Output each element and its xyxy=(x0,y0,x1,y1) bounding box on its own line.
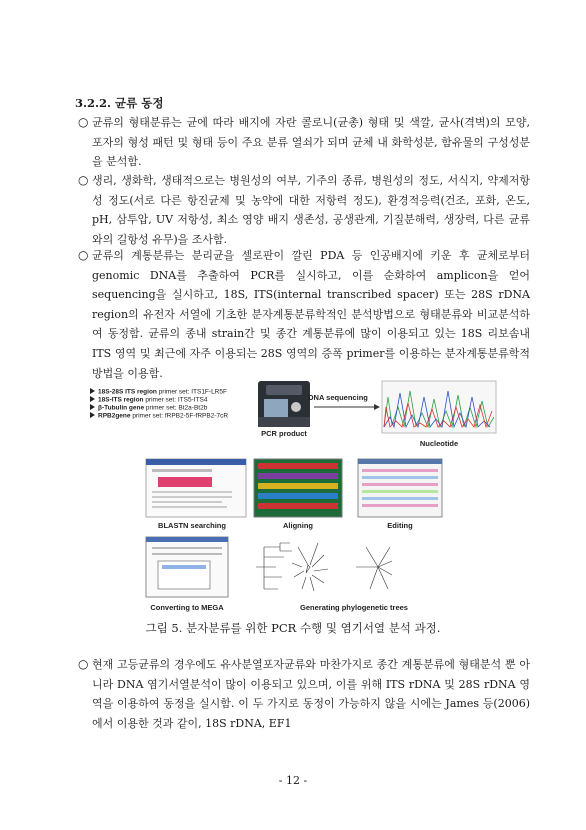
chromatogram-image xyxy=(382,381,496,433)
paragraph-text: 균류의 계통분류는 분리균을 셀로판이 깔린 PDA 등 인공배지에 키운 후 균체로부터 genomic DNA를 추출하여 PCR를 실시하고, 이를 순화하여 amplicon을 얻어 sequencing을 실시하고, 18S, ITS(internal transcribed spacer) 또는 28S rDNA region의 유전자 서열에 기초한 분자계통분류학적인 분석방법으로 형태분류와 비교분석하여 동정함. 균류의 종내 strain간 및 종간 계통분류에 많이 이용되고 있는 18S 리보솜내 ITS 영역 및 최근에 자주 이용되는 28S 영역의 증폭 primer를 이용하는 분자계통분류학적 방법을 이용함. xyxy=(92,249,530,380)
paragraph-4 xyxy=(78,655,530,733)
pcr-product-label: PCR product xyxy=(261,429,307,438)
primer-item xyxy=(90,412,228,420)
blastn-label: BLASTN searching xyxy=(158,521,226,530)
pcr-sequencing-figure xyxy=(88,377,498,615)
bullet-icon: ○ xyxy=(78,115,89,129)
svg-text:RPB2gene primer set: fRPB2-5F-: RPB2gene primer set: fRPB2-5F-fRPB2-7cR xyxy=(98,412,229,420)
paragraph-1 xyxy=(78,113,530,172)
editing-label: Editing xyxy=(387,521,413,530)
paragraph-2 xyxy=(78,171,530,249)
converting-label: Converting to MEGA xyxy=(150,603,224,612)
figure-caption: 그림 5. 분자분류를 위한 PCR 수행 및 염기서열 분석 과정. xyxy=(145,621,441,635)
editing-screenshot xyxy=(358,459,442,517)
primer-item xyxy=(90,396,208,404)
paragraph-text: 생리, 생화학, 생태적으로는 병원성의 여부, 기주의 종류, 병원성의 정도, 서식지, 약제저항성 정도(서로 다른 항진균제 및 농약에 대한 저항력 정도), 환경적응력(건조, 포화, 온도, pH, 삼투압, UV 저항성, 최소 영양 배지 생존성, 공생관계, 기질분해력, 생장력, 다른 균류와의 길항성 유무)을 조사함. xyxy=(92,174,530,246)
primer-item xyxy=(90,404,208,412)
bullet-icon: ○ xyxy=(78,657,89,671)
phylogenetic-tree-image xyxy=(256,543,392,591)
blastn-screenshot xyxy=(146,459,246,517)
svg-text:β-Tubulin gene primer set: Bt2: β-Tubulin gene primer set: Bt2a-Bt2b xyxy=(98,404,208,412)
primer-item xyxy=(90,388,227,396)
svg-text:18S-28S ITS region primer set:: 18S-28S ITS region primer set: ITS1F-LR5F xyxy=(98,388,227,396)
paragraph-text: 균류의 형태분류는 균에 따라 배지에 자란 콜로니(균총) 형태 및 색깔, 균사(격벽)의 모양, 포자의 형성 패턴 및 형태 등이 주요 분류 열쇠가 되며 균체 내 화학성분, 함유물의 구성성분을 분석함. xyxy=(92,116,530,169)
aligning-screenshot xyxy=(254,459,342,517)
bullet-icon: ○ xyxy=(78,248,89,262)
pcr-machine-image xyxy=(258,381,310,427)
bullet-icon: ○ xyxy=(78,173,89,187)
dna-sequencing-label: DNA sequencing xyxy=(308,393,368,402)
section-heading: 3.2.2. 균류 동정 xyxy=(75,96,164,110)
mega-screenshot xyxy=(146,537,228,597)
trees-label: Generating phylogenetic trees xyxy=(300,603,408,612)
svg-text:18S-ITS region primer set: ITS: 18S-ITS region primer set: ITS5-ITS4 xyxy=(98,396,208,404)
paragraph-3 xyxy=(78,246,530,383)
nucleotide-label: Nucleotide xyxy=(419,439,459,448)
primer-list xyxy=(90,388,228,420)
arrow-right-icon xyxy=(374,404,380,410)
page-number: - 12 - xyxy=(278,774,308,787)
aligning-label: Aligning xyxy=(283,521,313,530)
paragraph-text: 현재 고등균류의 경우에도 유사분열포자균류와 마찬가지로 종간 계통분류에 형태분석 뿐 아니라 DNA 염기서열분석이 많이 이용되고 있으며, 이를 위해 ITS rDNA 및 28S rDNA 영역을 이용하여 동정을 실시함. 이 두 가지로 동정이 가능하지 않을 시에는 James 등(2006)에서 이용한 것과 같이, 18S rDNA, EF1 xyxy=(92,658,530,730)
